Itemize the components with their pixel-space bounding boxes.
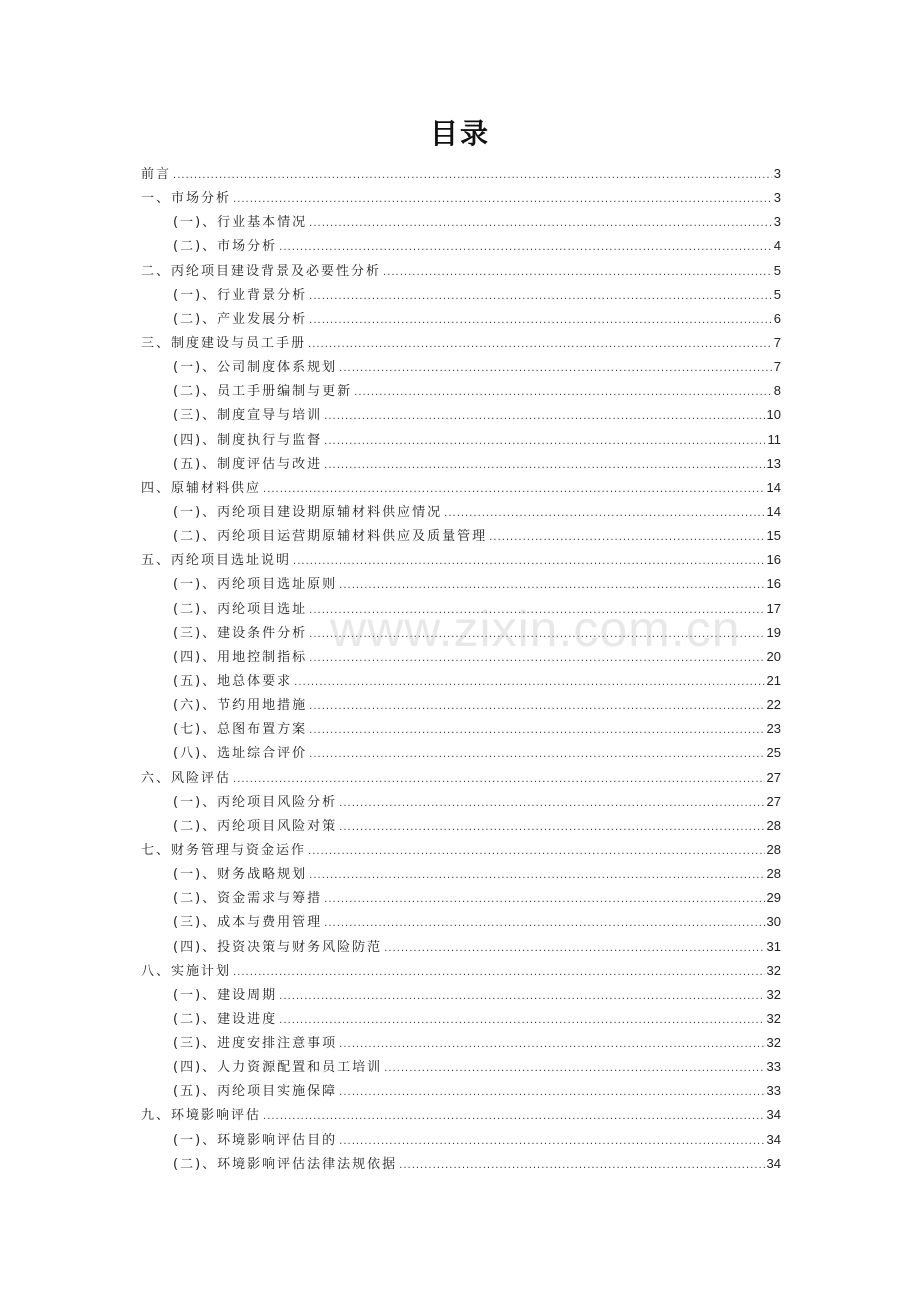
toc-entry-page: 22 xyxy=(766,697,781,713)
toc-dot-leader xyxy=(293,550,765,574)
toc-entry-page: 27 xyxy=(766,793,781,809)
toc-entry[interactable] xyxy=(141,403,781,427)
toc-entry-label: (三)、制度宣导与培训 xyxy=(173,408,323,424)
toc-dot-leader xyxy=(309,647,764,671)
toc-entry-page: 20 xyxy=(766,648,781,664)
toc-entry[interactable] xyxy=(141,476,781,500)
toc-dot-leader xyxy=(384,1057,764,1081)
toc-entry[interactable] xyxy=(141,331,781,355)
toc-entry[interactable] xyxy=(141,669,781,693)
toc-entry-label: 七、财务管理与资金运作 xyxy=(141,842,307,858)
toc-entry-label: (一)、行业基本情况 xyxy=(173,215,308,231)
toc-dot-leader xyxy=(339,792,764,816)
toc-dot-leader xyxy=(383,261,772,285)
toc-entry-page: 30 xyxy=(766,914,781,930)
toc-entry-page: 3 xyxy=(773,190,781,206)
toc-entry[interactable] xyxy=(141,959,781,983)
toc-entry-label: 四、原辅材料供应 xyxy=(141,480,262,496)
toc-entry[interactable] xyxy=(141,283,781,307)
toc-entry-label: (一)、建设周期 xyxy=(173,987,278,1003)
toc-entry-label: (二)、产业发展分析 xyxy=(173,311,308,327)
toc-dot-leader xyxy=(263,1105,765,1129)
toc-entry-page: 3 xyxy=(773,214,781,230)
toc-dot-leader xyxy=(339,1081,764,1105)
toc-entry-page: 28 xyxy=(766,817,781,833)
toc-entry[interactable] xyxy=(141,1103,781,1127)
toc-entry-page: 32 xyxy=(766,1010,781,1026)
toc-entry-label: (一)、环境影响评估目的 xyxy=(173,1132,338,1148)
toc-entry[interactable] xyxy=(141,814,781,838)
toc-entry[interactable] xyxy=(141,379,781,403)
toc-entry-page: 13 xyxy=(766,455,781,471)
toc-dot-leader xyxy=(324,405,764,429)
toc-dot-leader xyxy=(339,1130,764,1154)
toc-entry-page: 11 xyxy=(767,431,781,447)
toc-entry-page: 4 xyxy=(773,238,781,254)
toc-entry-label: 五、丙纶项目选址说明 xyxy=(141,553,292,569)
toc-entry-label: (四)、用地控制指标 xyxy=(173,649,308,665)
toc-dot-leader xyxy=(324,430,765,454)
toc-entry[interactable] xyxy=(141,886,781,910)
toc-entry-label: (一)、行业背景分析 xyxy=(173,287,308,303)
toc-entry-label: (七)、总图布置方案 xyxy=(173,722,308,738)
toc-entry-page: 27 xyxy=(766,769,781,785)
toc-entry[interactable] xyxy=(141,645,781,669)
toc-entry-page: 7 xyxy=(773,359,781,375)
toc-entry-label: 八、实施计划 xyxy=(141,963,232,979)
toc-entry[interactable] xyxy=(141,1031,781,1055)
toc-dot-leader xyxy=(309,719,764,743)
toc-dot-leader xyxy=(339,574,764,598)
toc-entry[interactable] xyxy=(141,1079,781,1103)
toc-dot-leader xyxy=(173,164,772,188)
toc-entry-label: 九、环境影响评估 xyxy=(141,1108,262,1124)
toc-entry[interactable] xyxy=(141,452,781,476)
toc-entry-label: (三)、建设条件分析 xyxy=(173,625,308,641)
toc-dot-leader xyxy=(308,333,772,357)
toc-dot-leader xyxy=(354,381,772,405)
toc-entry-label: (二)、丙纶项目风险对策 xyxy=(173,818,338,834)
toc-dot-leader xyxy=(233,188,772,212)
toc-entry[interactable] xyxy=(141,259,781,283)
toc-entry-label: 六、风险评估 xyxy=(141,770,232,786)
toc-entry[interactable] xyxy=(141,186,781,210)
toc-entry-label: (一)、公司制度体系规划 xyxy=(173,360,338,376)
toc-entry-label: (一)、丙纶项目建设期原辅材料供应情况 xyxy=(173,504,443,520)
toc-entry-label: (五)、地总体要求 xyxy=(173,673,293,689)
toc-entry[interactable] xyxy=(141,210,781,234)
toc-dot-leader xyxy=(294,671,764,695)
toc-entry-label: (二)、丙纶项目选址 xyxy=(173,601,308,617)
toc-dot-leader xyxy=(309,695,764,719)
toc-entry-label: (二)、资金需求与筹措 xyxy=(173,891,323,907)
toc-entry-label: (一)、丙纶项目选址原则 xyxy=(173,577,338,593)
toc-dot-leader xyxy=(309,623,764,647)
toc-entry[interactable] xyxy=(141,693,781,717)
toc-dot-leader xyxy=(279,985,764,1009)
toc-entry-label: 前言 xyxy=(141,167,172,182)
toc-dot-leader xyxy=(444,502,764,526)
toc-entry-label: (三)、进度安排注意事项 xyxy=(173,1036,338,1052)
toc-entry[interactable] xyxy=(141,910,781,934)
toc-entry-page: 8 xyxy=(773,383,781,399)
toc-entry[interactable] xyxy=(141,597,781,621)
toc-dot-leader xyxy=(489,526,764,550)
toc-entry-page: 28 xyxy=(766,841,781,857)
toc-entry-page: 5 xyxy=(773,262,781,278)
toc-entry-label: (一)、财务战略规划 xyxy=(173,867,308,883)
toc-entry-page: 7 xyxy=(773,334,781,350)
toc-dot-leader xyxy=(399,1154,764,1178)
toc-entry[interactable] xyxy=(141,717,781,741)
toc-entry[interactable] xyxy=(141,838,781,862)
toc-dot-leader xyxy=(309,212,772,236)
toc-entry-page: 6 xyxy=(773,310,781,326)
toc-dot-leader xyxy=(308,840,765,864)
toc-dot-leader xyxy=(233,961,765,985)
toc-entry-page: 32 xyxy=(766,1035,781,1051)
toc-dot-leader xyxy=(309,309,772,333)
toc-entry[interactable] xyxy=(141,862,781,886)
toc-entry-label: (八)、选址综合评价 xyxy=(173,746,308,762)
toc-dot-leader xyxy=(324,912,764,936)
toc-dot-leader xyxy=(339,816,764,840)
toc-entry[interactable] xyxy=(141,741,781,765)
toc-dot-leader xyxy=(279,236,772,260)
toc-entry[interactable] xyxy=(141,766,781,790)
toc-entry[interactable] xyxy=(141,935,781,959)
toc-entry[interactable] xyxy=(141,1152,781,1176)
toc-entry[interactable] xyxy=(141,621,781,645)
watermark: www.zixin.com.cn xyxy=(330,601,741,657)
toc-entry-page: 33 xyxy=(766,1059,781,1075)
toc-entry[interactable] xyxy=(141,1007,781,1031)
toc-entry-page: 34 xyxy=(766,1155,781,1171)
toc-entry-page: 28 xyxy=(766,866,781,882)
toc-entry-page: 10 xyxy=(766,407,781,423)
toc-entry-label: 一、市场分析 xyxy=(141,191,232,207)
toc-list xyxy=(141,162,781,1176)
toc-dot-leader xyxy=(324,888,764,912)
toc-entry-page: 23 xyxy=(766,721,781,737)
toc-entry[interactable] xyxy=(141,548,781,572)
toc-entry-page: 32 xyxy=(766,986,781,1002)
toc-entry-page: 19 xyxy=(766,624,781,640)
toc-entry-page: 16 xyxy=(766,552,781,568)
toc-dot-leader xyxy=(309,743,764,767)
toc-entry-label: (四)、制度执行与监督 xyxy=(173,432,323,448)
toc-entry[interactable] xyxy=(141,428,781,452)
toc-entry[interactable] xyxy=(141,355,781,379)
toc-entry-label: (四)、人力资源配置和员工培训 xyxy=(173,1060,383,1076)
toc-entry[interactable] xyxy=(141,790,781,814)
toc-entry-label: (五)、制度评估与改进 xyxy=(173,456,323,472)
toc-entry-label: (四)、投资决策与财务风险防范 xyxy=(173,939,383,955)
toc-entry[interactable] xyxy=(141,234,781,258)
toc-entry-page: 16 xyxy=(766,576,781,592)
toc-entry[interactable] xyxy=(141,1128,781,1152)
toc-entry[interactable] xyxy=(141,1055,781,1079)
toc-entry[interactable] xyxy=(141,524,781,548)
toc-entry-page: 14 xyxy=(766,503,781,519)
toc-entry-page: 33 xyxy=(766,1083,781,1099)
toc-entry-page: 5 xyxy=(773,286,781,302)
toc-dot-leader xyxy=(309,599,764,623)
toc-dot-leader xyxy=(324,454,764,478)
toc-entry-label: (二)、市场分析 xyxy=(173,239,278,255)
toc-entry-label: (二)、环境影响评估法律法规依据 xyxy=(173,1156,398,1172)
toc-dot-leader xyxy=(309,285,772,309)
toc-dot-leader xyxy=(233,768,765,792)
toc-dot-leader xyxy=(309,864,764,888)
toc-entry-label: (二)、建设进度 xyxy=(173,1011,278,1027)
toc-entry-page: 25 xyxy=(766,745,781,761)
toc-entry-label: (六)、节约用地措施 xyxy=(173,698,308,714)
toc-entry-label: 二、丙纶项目建设背景及必要性分析 xyxy=(141,263,382,279)
toc-entry-page: 14 xyxy=(766,479,781,495)
toc-entry-page: 17 xyxy=(766,600,781,616)
toc-entry-page: 3 xyxy=(773,166,781,181)
toc-entry-page: 21 xyxy=(766,672,781,688)
toc-entry[interactable] xyxy=(141,572,781,596)
toc-entry-label: (二)、员工手册编制与更新 xyxy=(173,384,353,400)
toc-entry-page: 15 xyxy=(766,528,781,544)
toc-entry-page: 34 xyxy=(766,1107,781,1123)
toc-dot-leader xyxy=(339,357,772,381)
toc-dot-leader xyxy=(339,1033,764,1057)
toc-dot-leader xyxy=(263,478,765,502)
toc-entry-label: (一)、丙纶项目风险分析 xyxy=(173,794,338,810)
toc-entry[interactable] xyxy=(141,162,781,186)
toc-entry[interactable] xyxy=(141,307,781,331)
toc-entry-label: (二)、丙纶项目运营期原辅材料供应及质量管理 xyxy=(173,529,488,545)
toc-entry-label: 三、制度建设与员工手册 xyxy=(141,335,307,351)
toc-entry-label: (三)、成本与费用管理 xyxy=(173,915,323,931)
toc-entry-page: 32 xyxy=(766,962,781,978)
toc-entry-page: 29 xyxy=(766,890,781,906)
toc-title: 目录 xyxy=(429,117,490,150)
toc-entry[interactable] xyxy=(141,983,781,1007)
toc-entry[interactable] xyxy=(141,500,781,524)
toc-entry-page: 34 xyxy=(766,1131,781,1147)
toc-entry-label: (五)、丙纶项目实施保障 xyxy=(173,1084,338,1100)
toc-dot-leader xyxy=(279,1009,764,1033)
toc-entry-page: 31 xyxy=(766,938,781,954)
toc-dot-leader xyxy=(384,937,764,961)
